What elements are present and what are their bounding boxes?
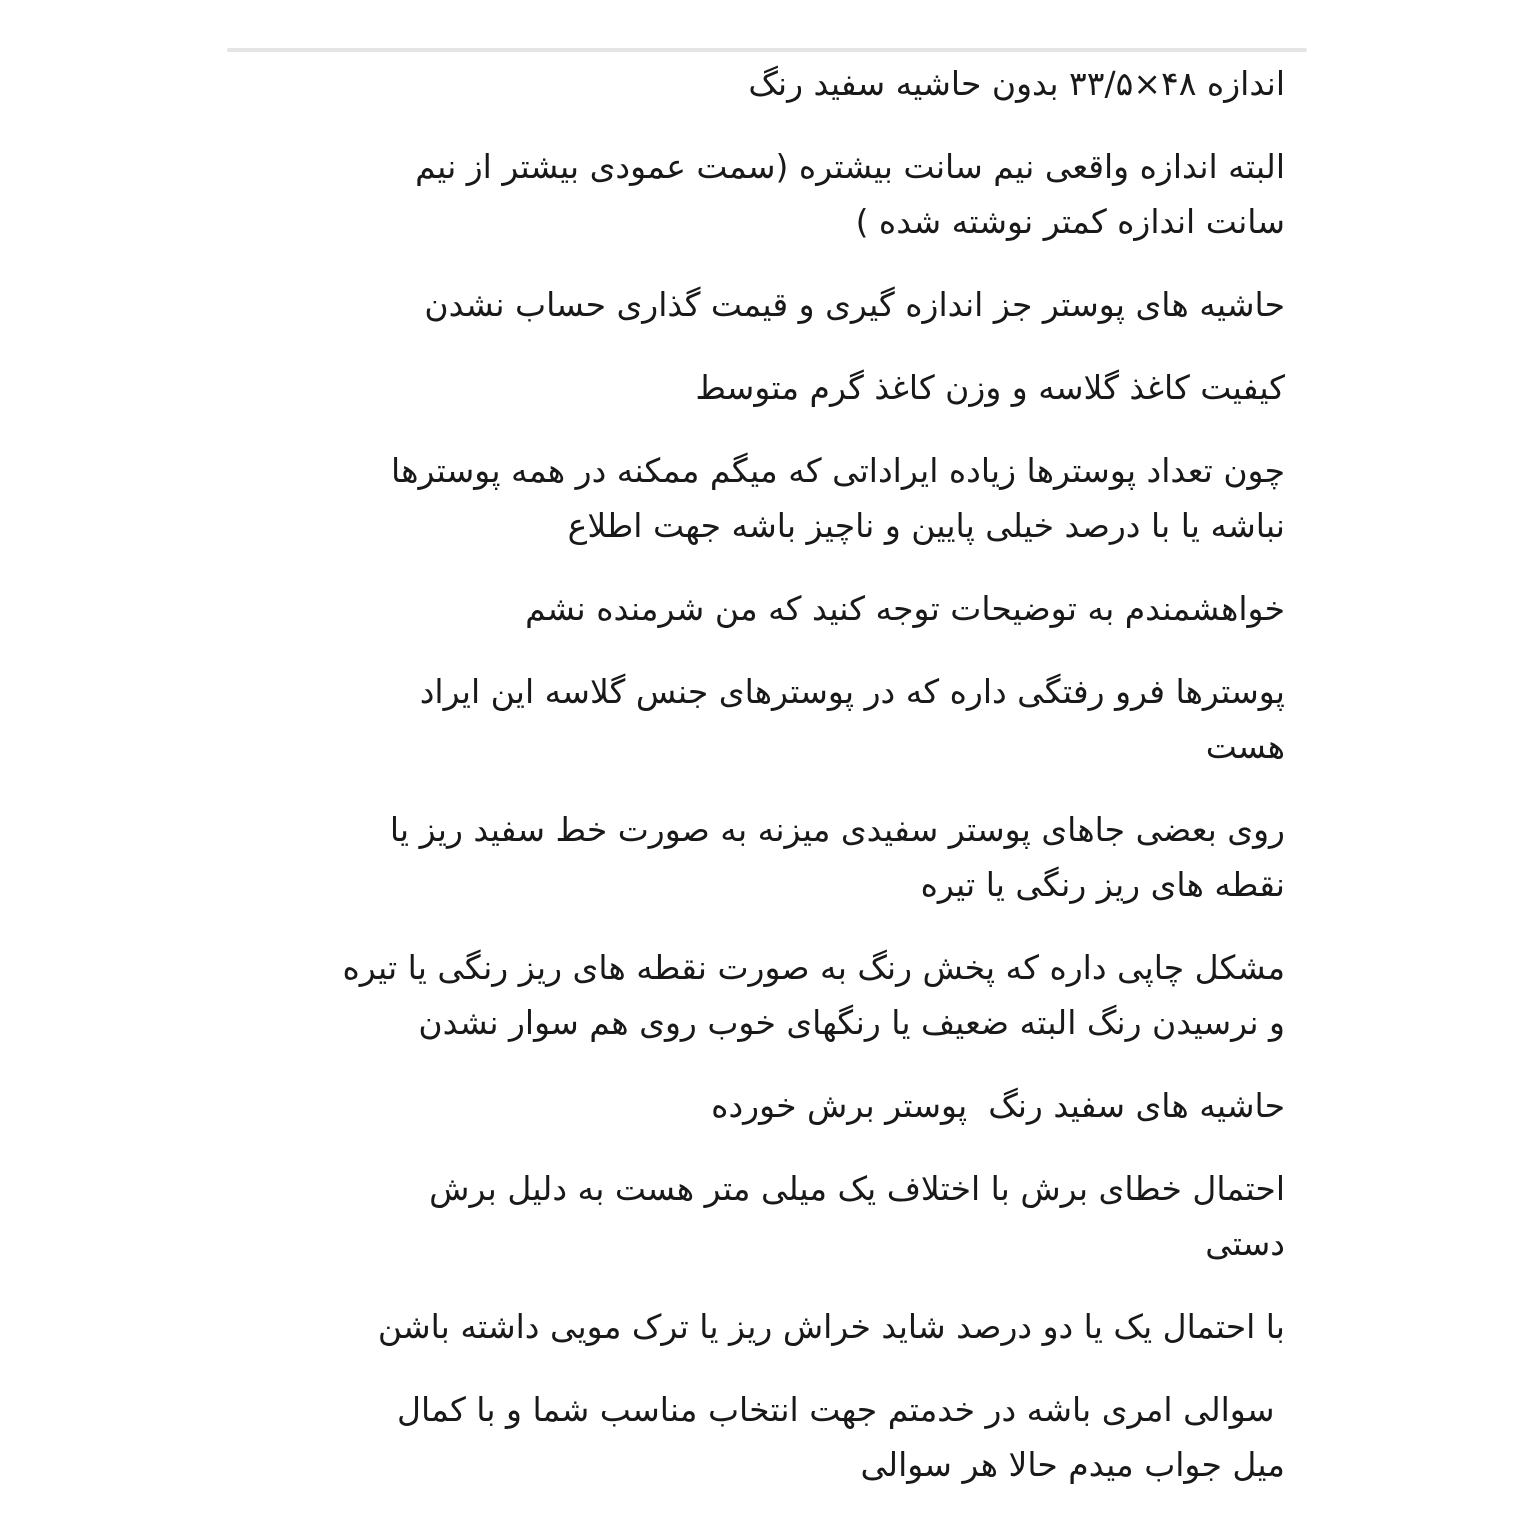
text-line: البته اندازه واقعی نیم سانت بیشتره (سمت عمودی بیشتر از نیم xyxy=(415,147,1285,186)
text-line: خواهشمندم به توضیحات توجه کنید که من شرمنده نشم xyxy=(525,589,1285,628)
paragraph-questions-welcome xyxy=(227,1382,1285,1492)
text-line: کیفیت کاغذ گلاسه و وزن کاغذ گرم متوسط xyxy=(695,368,1285,407)
text-line: نباشه یا با درصد خیلی پایین و ناچیز باشه جهت اطلاع xyxy=(567,506,1285,545)
text-line: میل جواب میدم حالا هر سوالی xyxy=(860,1445,1285,1484)
paragraph-print-issues xyxy=(227,940,1285,1050)
paragraph-cut-error xyxy=(227,1161,1285,1271)
text-line: سوالی امری باشه در خدمتم جهت انتخاب مناسب شما و با کمال xyxy=(397,1390,1285,1429)
paragraph-white-marks xyxy=(227,802,1285,912)
paragraph-margins-pricing xyxy=(227,277,1285,332)
paragraph-cut-borders xyxy=(227,1078,1285,1133)
paragraph-indentation xyxy=(227,664,1285,774)
text-line: پوسترها فرو رفتگی داره که در پوسترهای جنس گلاسه این ایراد xyxy=(419,672,1285,711)
text-line: چون تعداد پوسترها زیاده ایراداتی که میگم ممکنه در همه پوسترها xyxy=(391,451,1285,490)
text-line: نقطه های ریز رنگی یا تیره xyxy=(920,865,1285,904)
text-line: حاشیه های پوستر جز اندازه گیری و قیمت گذاری حساب نشدن xyxy=(424,285,1285,324)
paragraph-real-size xyxy=(227,139,1285,249)
text-line: احتمال خطای برش با اختلاف یک میلی متر هست به دلیل برش xyxy=(429,1169,1285,1208)
text-line: هست xyxy=(1205,727,1285,766)
paragraph-size xyxy=(227,56,1285,111)
description-section xyxy=(227,48,1307,1520)
paragraph-paper-quality xyxy=(227,360,1285,415)
text-line: و نرسیدن رنگ البته ضعیف یا رنگهای خوب روی هم سوار نشدن xyxy=(418,1003,1285,1042)
text-line: با احتمال یک یا دو درصد شاید خراش ریز یا ترک مویی داشته باشن xyxy=(377,1307,1285,1346)
paragraph-defects-notice xyxy=(227,443,1285,553)
text-line: سانت اندازه کمتر نوشته شده ) xyxy=(855,202,1285,241)
text-line: روی بعضی جاهای پوستر سفیدی میزنه به صورت خط سفید ریز یا xyxy=(389,810,1285,849)
text-line: مشکل چاپی داره که پخش رنگ به صورت نقطه های ریز رنگی یا تیره xyxy=(342,948,1285,987)
paragraph-please-read xyxy=(227,581,1285,636)
text-line: اندازه ۴۸×۳۳/۵ بدون حاشیه سفید رنگ xyxy=(748,64,1285,103)
text-line: دستی xyxy=(1205,1224,1285,1263)
text-line: حاشیه های سفید رنگ پوستر برش خورده xyxy=(711,1086,1285,1125)
description-text xyxy=(227,52,1307,1492)
paragraph-scratch-chance xyxy=(227,1299,1285,1354)
